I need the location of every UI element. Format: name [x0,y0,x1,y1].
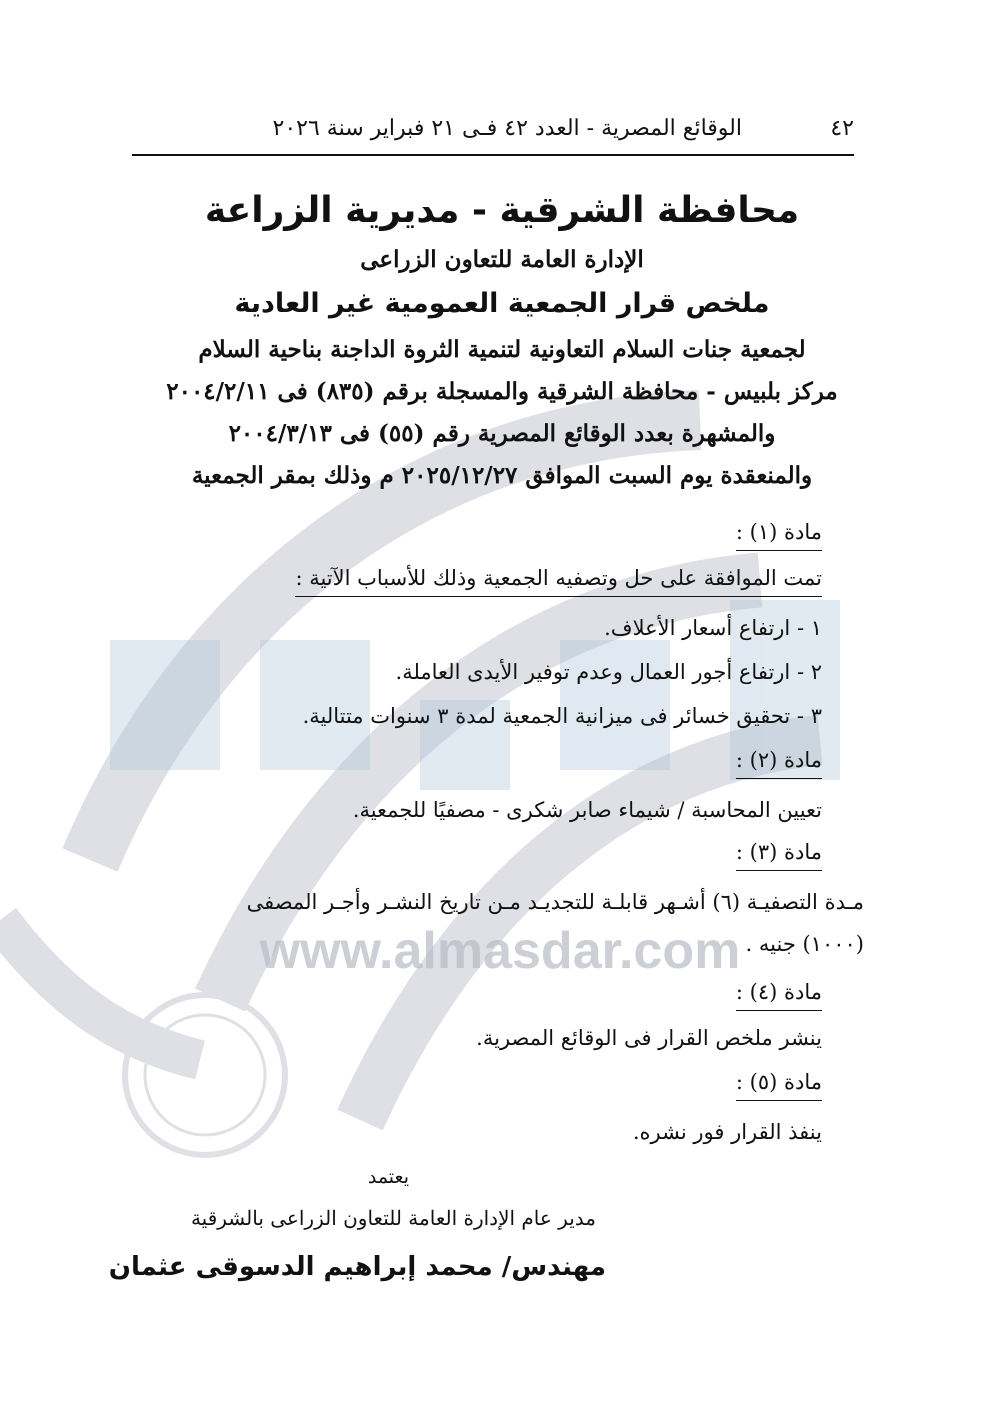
article-1-heading: مادة (١) : [736,520,822,551]
article-1-reason-3: ٣ - تحقيق خسائر فى ميزانية الجمعية لمدة ٣ سنوات متتالية. [302,704,822,728]
decision-title: ملخص قرار الجمعية العمومية غير العادية [234,288,770,319]
governorate-title: محافظة الشرقية - مديرية الزراعة [204,190,800,231]
article-2-heading: مادة (٢) : [736,748,822,779]
article-4-text: ينشر ملخص القرار فى الوقائع المصرية. [476,1026,822,1050]
article-3-heading: مادة (٣) : [736,840,822,871]
article-1-reason-2: ٢ - ارتفاع أجور العمال وعدم توفير الأيدى العاملة. [395,660,822,684]
gazette-header: الوقائع المصرية - العدد ٤٢ فـى ٢١ فبراير سنة ٢٠٢٦ [272,116,742,141]
article-3-fee: (١٠٠٠) جنيه . [745,932,864,956]
signatory-name: مهندس/ محمد إبراهيم الدسوقى عثمان [108,1252,606,1282]
intro-line: والمنعقدة يوم السبت الموافق ٢٠٢٥/١٢/٢٧ م وذلك بمقر الجمعية [191,462,813,489]
intro-line: مركز بلبيس - محافظة الشرقية والمسجلة برقم (٨٣٥) فى ٢٠٠٤/٢/١١ [166,378,838,405]
header-rule [132,154,854,156]
article-5-text: ينفذ القرار فور نشره. [632,1120,822,1144]
department-title: الإدارة العامة للتعاون الزراعى [360,246,644,273]
article-4-heading: مادة (٤) : [736,980,822,1011]
signatory-position: مدير عام الإدارة العامة للتعاون الزراعى بالشرقية [190,1206,596,1230]
article-2-text: تعيين المحاسبة / شيماء صابر شكرى - مصفيًا للجمعية. [352,798,822,822]
article-1-text: تمت الموافقة على حل وتصفيه الجمعية وذلك للأسباب الآتية : [295,566,822,597]
article-1-reason-1: ١ - ارتفاع أسعار الأعلاف. [604,616,822,640]
approval-label: يعتمد [367,1166,409,1188]
article-3-text: مـدة التصفيـة (٦) أشـهر قابلـة للتجديـد مـن تاريخ النشـر وأجـر المصفى [246,890,864,914]
watermark-url: www.almasdar.com [259,922,741,980]
article-5-heading: مادة (٥) : [736,1070,822,1101]
intro-line: والمشهرة بعدد الوقائع المصرية رقم (٥٥) فى ٢٠٠٤/٣/١٣ [228,420,776,447]
intro-line: لجمعية جنات السلام التعاونية لتنمية الثروة الداجنة بناحية السلام [198,336,806,363]
page-number: ٤٢ [830,116,854,141]
